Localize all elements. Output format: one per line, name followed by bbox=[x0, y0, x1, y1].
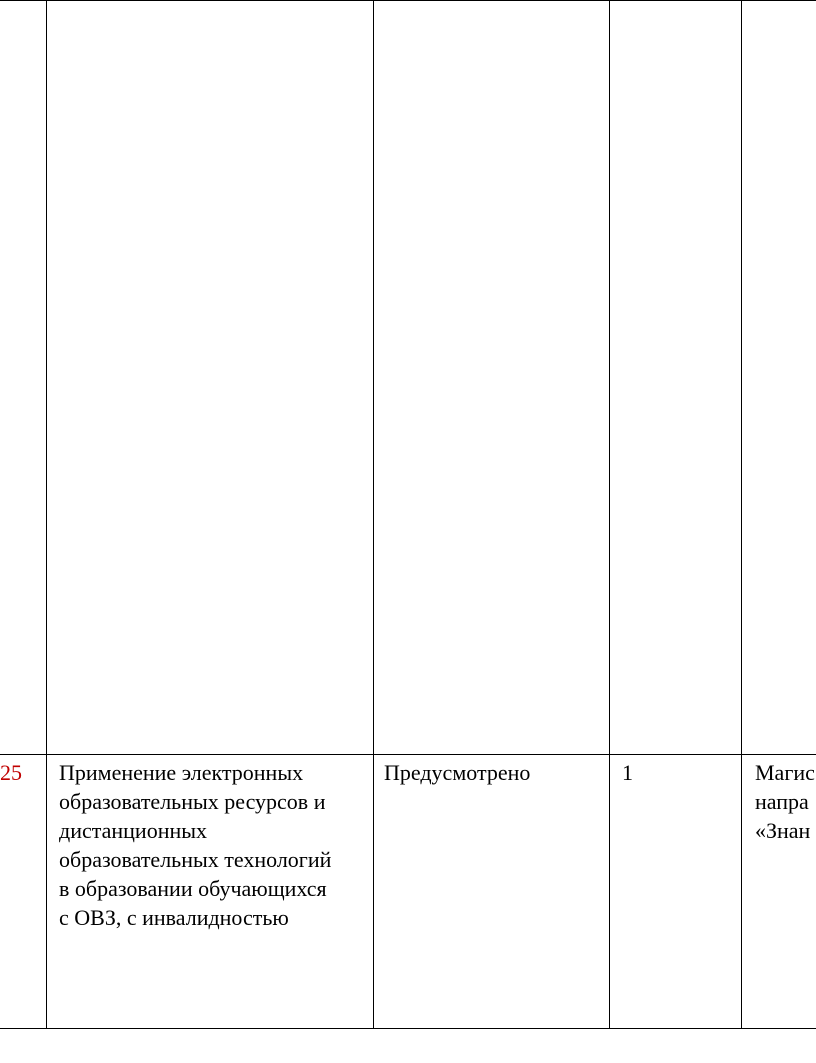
note-line: «Знан bbox=[755, 818, 811, 843]
row-count-cell bbox=[622, 758, 738, 787]
row-number-cell bbox=[0, 758, 44, 787]
table-top-border bbox=[0, 0, 816, 1]
note-line: Магис bbox=[755, 760, 815, 785]
title-line: Применение электронных bbox=[59, 760, 304, 785]
row-note-cell bbox=[755, 758, 816, 845]
note-line: напра bbox=[755, 789, 809, 814]
column-divider-1 bbox=[46, 0, 47, 1029]
row-status: Предусмотрено bbox=[384, 760, 531, 785]
title-line: дистанционных bbox=[59, 818, 208, 843]
row-status-cell bbox=[384, 758, 606, 787]
column-divider-2 bbox=[373, 0, 374, 1029]
row-divider bbox=[0, 754, 816, 755]
title-line: образовательных технологий bbox=[59, 847, 332, 872]
table-bottom-border bbox=[0, 1028, 816, 1029]
row-title-cell bbox=[59, 758, 371, 932]
column-divider-4 bbox=[741, 0, 742, 1029]
row-number: 25 bbox=[0, 760, 22, 785]
column-divider-3 bbox=[609, 0, 610, 1029]
title-line: в образовании обучающихся bbox=[59, 876, 327, 901]
title-line: образовательных ресурсов и bbox=[59, 789, 326, 814]
row-count: 1 bbox=[622, 760, 633, 785]
title-line: с ОВЗ, с инвалидностью bbox=[59, 905, 289, 930]
